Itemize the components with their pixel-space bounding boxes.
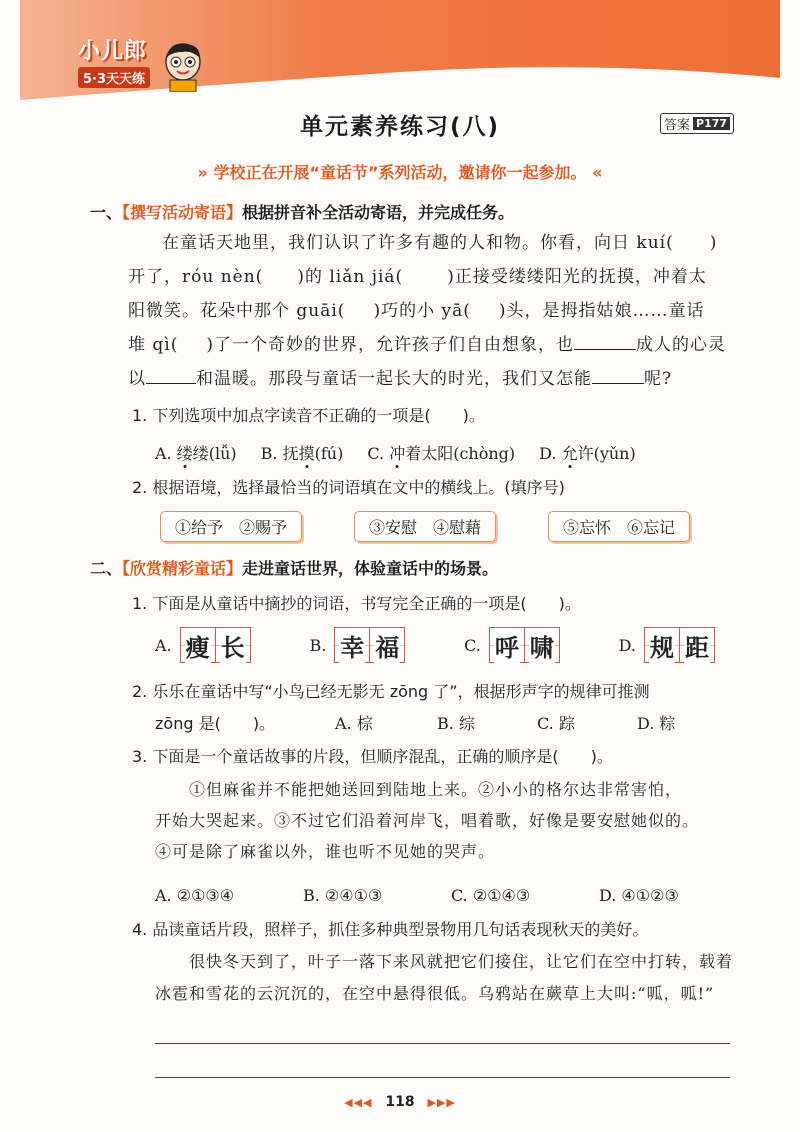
option-label: B. — [309, 635, 327, 655]
option-b[interactable] — [309, 627, 405, 663]
grid-char: 瘦 — [185, 628, 211, 663]
grid-cell — [215, 628, 250, 662]
grid-char: 长 — [220, 628, 246, 663]
section-number: 二、 — [90, 559, 123, 578]
section-2-heading — [90, 556, 498, 579]
passage-text: )正接受缕缕阳光的抚摸，冲着太 — [447, 267, 707, 287]
passage-text: 堆 qì( — [128, 335, 179, 355]
word-box-3: ⑤忘怀 ⑥忘记 — [548, 511, 690, 542]
option-label: C. — [464, 635, 481, 655]
chevron-right-icon: » — [197, 163, 208, 182]
passage-text: 在童话天地里，我们认识了许多有趣的人和物。你看，向日 kuí( — [162, 233, 674, 253]
s2-question-3: 3. 下面是一个童话故事的片段，但顺序混乱，正确的顺序是( )。 — [132, 747, 613, 766]
question-text: zōng 是( )。 — [155, 714, 276, 733]
answer-line[interactable] — [155, 1077, 730, 1078]
answer-blank[interactable] — [146, 365, 196, 384]
grid-char: 啸 — [529, 628, 555, 663]
option-label: A. — [155, 635, 172, 655]
passage-1 — [128, 226, 748, 396]
option-b[interactable] — [261, 441, 344, 464]
option-c[interactable] — [464, 627, 560, 663]
passage-text: )巧的小 yā( — [373, 301, 471, 321]
grid-char: 距 — [684, 628, 710, 663]
option-b[interactable]: B. ②④①③ — [303, 886, 383, 905]
option-b[interactable]: B. 综 — [437, 714, 475, 733]
section-tag: 【欣赏精彩童话】 — [122, 559, 243, 578]
section-1-heading — [90, 200, 514, 223]
page-footer — [0, 1094, 800, 1110]
prev-arrows-icon: ◀◀◀ — [344, 1096, 373, 1109]
s2-question-2: 2. 乐乐在童话中写“小鸟已经无影无 zōng 了”，根据形声字的规律可推测 — [132, 682, 650, 701]
grid-cell — [335, 628, 369, 662]
grid-cell — [490, 628, 524, 662]
option-text: (fú) — [314, 444, 344, 463]
passage-text: 以 — [128, 369, 146, 389]
grid-char: 呼 — [494, 628, 520, 663]
option-text: 许(yǔn) — [577, 444, 636, 463]
option-a[interactable] — [155, 441, 237, 464]
grid-char: 幸 — [339, 628, 365, 663]
option-a[interactable]: A. 棕 — [335, 714, 373, 733]
grid-cell — [679, 628, 714, 662]
passage-3 — [155, 946, 740, 1010]
s2-q1-options — [155, 627, 715, 663]
passage-text: )了一个奇妙的世界，允许孩子们自由想象，也 — [206, 335, 574, 355]
dotted-char: 允 — [561, 444, 578, 463]
activity-banner — [0, 160, 800, 183]
dotted-char: 摸 — [298, 444, 315, 463]
option-d[interactable] — [619, 627, 715, 663]
dotted-char: 冲 — [389, 444, 406, 463]
option-a[interactable]: A. ②①③④ — [155, 886, 235, 905]
option-text: C. — [367, 444, 390, 463]
passage-text: ) — [709, 233, 718, 253]
passage-text: 和温暖。那段与童话一起长大的时光，我们又怎能 — [196, 369, 592, 389]
option-d[interactable]: D. 粽 — [637, 714, 676, 733]
s2-question-2-cont — [155, 712, 675, 736]
option-c[interactable] — [367, 441, 515, 464]
option-a[interactable] — [155, 627, 251, 663]
passage-text: 很快冬天到了，叶子一落下来风就把它们接住，让它们在空中打转，载着 — [189, 952, 734, 971]
option-text: A. — [155, 444, 177, 463]
grid-cell — [369, 628, 404, 662]
passage-text: 开始大哭起来。③不过它们沿着河岸飞，唱着歌，好像是要安慰她似的。 — [155, 811, 700, 830]
option-text: 着太阳(chòng) — [405, 444, 516, 463]
option-c[interactable]: C. ②①④③ — [451, 886, 531, 905]
grid-char: 福 — [374, 628, 400, 663]
word-box-1: ①给予 ②赐予 — [160, 511, 302, 542]
passage-text: ①但麻雀并不能把她送回到陆地上来。②小小的格尔达非常害怕， — [189, 780, 683, 799]
mascot-icon — [160, 40, 206, 92]
option-d[interactable] — [539, 441, 636, 464]
answer-blank[interactable] — [574, 331, 636, 350]
brand-name: 小儿郎 — [78, 39, 148, 64]
passage-text: 成人的心灵 — [636, 335, 726, 355]
tianzige-box — [489, 627, 560, 663]
passage-text: )的 liǎn jiá( — [297, 267, 404, 287]
tianzige-box — [180, 627, 251, 663]
section-tag: 【撰写活动寄语】 — [122, 203, 243, 222]
page-title: 单元素养练习(八) — [299, 114, 501, 140]
passage-text: )头，是拇指姑娘……童话 — [498, 301, 705, 321]
grid-cell — [181, 628, 215, 662]
s2-question-4: 4. 品读童话片段，照样子，抓住多种典型景物用几句话表现秋天的美好。 — [132, 920, 649, 939]
option-c[interactable]: C. 踪 — [537, 714, 575, 733]
passage-text: 冰雹和雪花的云沉沉的，在空中悬得很低。乌鸦站在蕨草上大叫:“呱，呱!” — [155, 984, 715, 1003]
word-box-2: ③安慰 ④慰藉 — [354, 511, 496, 542]
option-d[interactable]: D. ④①②③ — [599, 886, 679, 905]
passage-text: 阳微笑。花朵中那个 guāi( — [128, 301, 346, 321]
s1-q1-options — [155, 441, 636, 464]
option-text: B. 抚 — [260, 444, 299, 463]
passage-text: 呢? — [644, 369, 673, 389]
passage-text: 开了，róu nèn( — [128, 267, 264, 287]
option-label: D. — [618, 635, 636, 655]
passage-2 — [155, 774, 735, 867]
tianzige-box — [644, 627, 715, 663]
answer-reference — [660, 113, 734, 134]
series-name: 5·3天天练 — [78, 67, 150, 88]
section-instruction: 根据拼音补全活动寄语，并完成任务。 — [242, 203, 515, 222]
s1-question-1: 1. 下列选项中加点字读音不正确的一项是( )。 — [132, 406, 485, 425]
s2-q3-options — [155, 884, 679, 908]
tianzige-box — [334, 627, 405, 663]
grid-cell — [524, 628, 559, 662]
section-instruction: 走进童话世界，体验童话中的场景。 — [242, 559, 499, 578]
dotted-char: 缕 — [176, 444, 193, 463]
answer-page: P177 — [693, 117, 730, 130]
option-text: D. — [539, 444, 562, 463]
s2-question-1: 1. 下面是从童话中摘抄的词语，书写完全正确的一项是( )。 — [132, 594, 581, 613]
answer-blank[interactable] — [592, 365, 644, 384]
brand-logo — [78, 34, 150, 88]
chevron-left-icon: « — [592, 163, 603, 182]
option-text: 缕(lǚ) — [192, 444, 237, 463]
answer-line[interactable] — [155, 1043, 730, 1044]
next-arrows-icon: ▶▶▶ — [427, 1096, 456, 1109]
grid-cell — [645, 628, 679, 662]
page-number: 118 — [385, 1094, 415, 1110]
answer-label: 答案 — [664, 118, 691, 133]
word-box-group — [160, 511, 690, 542]
grid-char: 规 — [649, 628, 675, 663]
section-number: 一、 — [90, 203, 123, 222]
banner-text: 学校正在开展“童话节”系列活动，邀请你一起参加。 — [213, 163, 587, 182]
passage-text: ④可是除了麻雀以外，谁也听不见她的哭声。 — [155, 842, 496, 861]
s1-question-2: 2. 根据语境，选择最恰当的词语填在文中的横线上。(填序号) — [132, 478, 565, 497]
